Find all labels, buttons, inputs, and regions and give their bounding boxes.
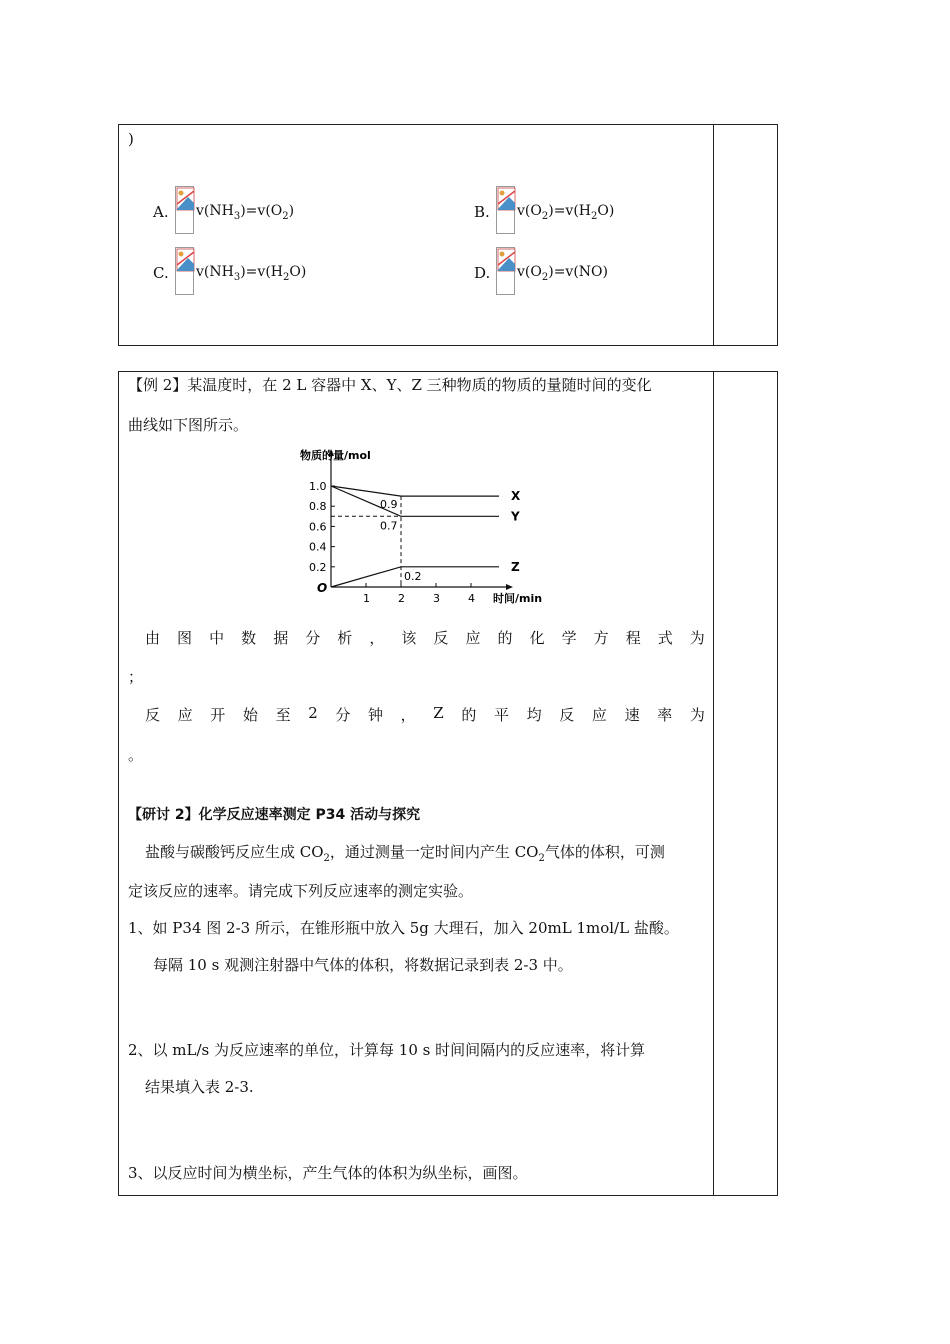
option-letter: A. (153, 203, 169, 221)
table-main-divider (713, 371, 714, 1196)
question-char: 的 (497, 629, 513, 647)
question-char: 反 (559, 706, 575, 724)
study2-p1-line1: 盐酸与碳酸钙反应生成 $CO_2$，通过测量一定时间内产生 $CO_2$气体的体积，可测 (145, 843, 665, 864)
series-line-Y (331, 486, 499, 516)
example2-line1: 【例 2】某温度时，在 2 L 容器中 X、Y、Z 三种物质的物质的量随时间的变化 (128, 376, 652, 394)
option-formula: $v(NH_3)=v(H_2O)$ (196, 264, 307, 283)
step2-line1: 2、以 mL/s 为反应速率的单位，计算每 10 s 时间间隔内的反应速率，将计算 (128, 1041, 646, 1059)
option-c[interactable] (153, 247, 306, 295)
question-char: 中 (209, 629, 225, 647)
question2-spread (145, 704, 705, 725)
x-tick-label: 3 (433, 592, 440, 605)
example2-line2: 曲线如下图所示。 (128, 416, 249, 434)
question-char: 钟 (368, 706, 384, 724)
broken-image-icon (175, 247, 194, 295)
step1-line1: 1、如 P34 图 2-3 所示，在锥形瓶中放入 5g 大理石，加入 20mL 1mol/L 盐酸。 (128, 919, 679, 937)
question2-end: 。 (128, 746, 144, 764)
continuation-paren: ) (128, 130, 134, 148)
question-char: ， (369, 629, 385, 647)
y-axis-label: 物质的量/mol (300, 449, 371, 462)
option-letter: C. (153, 264, 169, 282)
question-char: 为 (689, 706, 705, 724)
option-letter: B. (474, 203, 490, 221)
question-char: 应 (591, 706, 607, 724)
option-a[interactable] (153, 186, 294, 234)
y-tick-label: 0.2 (309, 560, 327, 574)
question-char: 图 (177, 629, 193, 647)
table-top (118, 124, 778, 346)
question-char: 析 (337, 629, 353, 647)
amount-time-chart (290, 447, 550, 612)
series-label-X: X (511, 489, 521, 504)
question-char: 开 (210, 706, 226, 724)
question-char: 反 (433, 629, 449, 647)
option-formula: $v(NH_3)=v(O_2)$ (196, 203, 295, 222)
question-char: 应 (177, 706, 193, 724)
y-tick-label: 1.0 (309, 480, 327, 493)
question-char: Z (433, 704, 444, 722)
series-label-Y: Y (511, 509, 520, 524)
x-tick-label: 4 (468, 592, 475, 605)
study2-title: 【研讨 2】化学反应速率测定 P34 活动与探究 (128, 807, 421, 823)
question1-end: ； (128, 668, 144, 686)
annotation-0.2: 0.2 (404, 569, 422, 583)
option-formula: $v(O_2)=v(NO)$ (517, 264, 608, 283)
broken-image-icon (496, 247, 515, 295)
question-char: 数 (241, 629, 257, 647)
x-axis-arrow (506, 584, 513, 590)
question-char: 分 (305, 629, 321, 647)
x-axis-label: 时间/min (493, 592, 543, 605)
annotation-0.9: 0.9 (380, 498, 398, 512)
option-letter: D. (474, 264, 491, 282)
broken-image-icon (496, 186, 515, 234)
question-char: 程 (625, 629, 641, 647)
table-top-divider (713, 124, 714, 346)
origin-label: O (317, 581, 328, 595)
broken-image-icon (175, 186, 194, 234)
step2-line2: 结果填入表 2-3. (145, 1078, 254, 1096)
question-char: 平 (494, 706, 510, 724)
series-line-X (331, 486, 499, 496)
question-char: 由 (145, 629, 161, 647)
question-char: ， (400, 706, 416, 724)
question-char: 据 (273, 629, 289, 647)
series-label-Z: Z (511, 559, 520, 574)
y-tick-label: 0.4 (309, 540, 327, 554)
question-char: 的 (461, 706, 477, 724)
question-char: 至 (275, 706, 291, 724)
y-tick-label: 0.8 (309, 500, 327, 514)
x-tick-label: 2 (398, 592, 405, 605)
question-char: 式 (657, 629, 673, 647)
study2-p1-line2: 定该反应的速率。请完成下列反应速率的测定实验。 (128, 882, 474, 900)
question-char: 为 (689, 629, 705, 647)
question-char: 分 (335, 706, 351, 724)
option-formula: $v(O_2)=v(H_2O)$ (517, 203, 615, 222)
question-char: 方 (593, 629, 609, 647)
annotation-0.7: 0.7 (380, 519, 398, 533)
question-char: 反 (145, 706, 161, 724)
y-tick-label: 0.6 (309, 520, 327, 534)
question-char: 化 (529, 629, 545, 647)
question-char: 均 (526, 706, 542, 724)
question-char: 学 (561, 629, 577, 647)
question-char: 应 (465, 629, 481, 647)
step1-line2: 每隔 10 s 观测注射器中气体的体积，将数据记录到表 2-3 中。 (153, 956, 573, 974)
question-char: 该 (401, 629, 417, 647)
option-b[interactable] (474, 186, 614, 234)
option-d[interactable] (474, 247, 608, 295)
question-char: 始 (242, 706, 258, 724)
question-char: 2 (308, 704, 318, 722)
question1-spread (145, 627, 705, 648)
question-char: 速 (624, 706, 640, 724)
step3: 3、以反应时间为横坐标，产生气体的体积为纵坐标，画图。 (128, 1164, 528, 1182)
question-char: 率 (657, 706, 673, 724)
x-tick-label: 1 (363, 592, 370, 605)
